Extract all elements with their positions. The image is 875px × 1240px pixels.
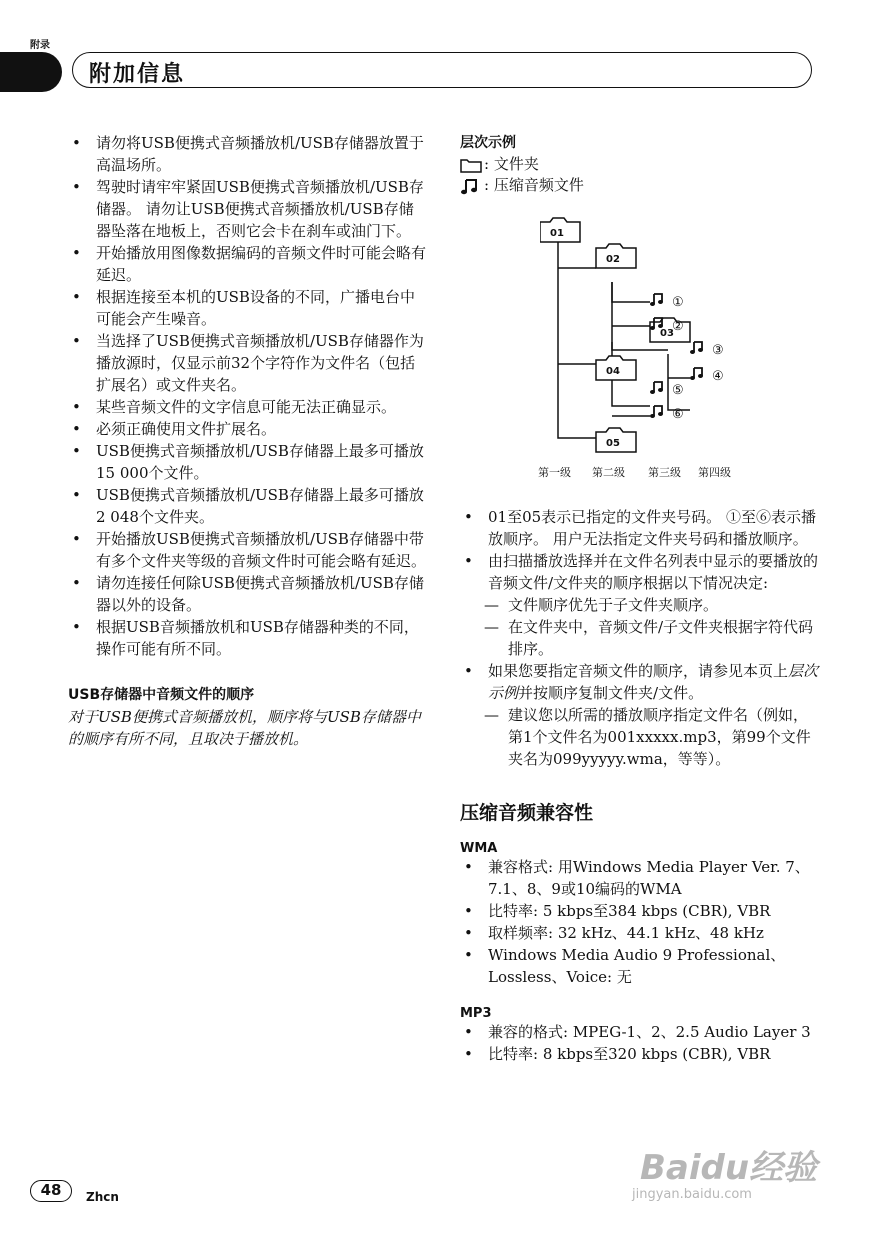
wma-list <box>460 856 820 988</box>
wma-heading: WMA <box>460 841 498 856</box>
music-note-icon <box>650 294 703 418</box>
language-code: Zhcn <box>86 1190 119 1204</box>
file-order-mark: ① <box>672 295 684 310</box>
right-bullet-list <box>460 506 820 594</box>
list-item: • 必须正确使用文件扩展名。 <box>68 418 428 440</box>
folder-tree-diagram <box>540 206 820 456</box>
list-item: • 兼容的格式: MPEG-1、2、2.5 Audio Layer 3 <box>460 1021 820 1043</box>
file-order-mark: ⑥ <box>672 407 684 422</box>
list-item: • 驾驶时请牢牢紧固USB便携式音频播放机/USB存储器。 请勿让USB便携式音频播放机/USB存储器坠落在地板上，否则它会卡在刹车或油门下。 <box>68 176 428 242</box>
level-label: 第三级 <box>648 466 681 479</box>
file-order-mark: ⑤ <box>672 383 684 398</box>
legend-file <box>460 175 820 196</box>
section-black-tab <box>0 52 62 92</box>
file-order-mark: ④ <box>712 369 724 384</box>
mp3-heading: MP3 <box>460 1006 492 1021</box>
legend-file-label: : 压缩音频文件 <box>484 176 584 194</box>
bullet-text: 如果您要指定音频文件的顺序，请参见本页上 <box>488 662 789 680</box>
level-label: 第四级 <box>698 466 731 479</box>
list-item: • 01至05表示已指定的文件夹号码。 ①至⑥表示播放顺序。 用户无法指定文件夹号码和播放顺序。 <box>460 506 820 550</box>
page-title-bar <box>72 52 812 88</box>
list-item: • 比特率: 5 kbps至384 kbps (CBR), VBR <box>460 900 820 922</box>
usb-order-body: 对于USB便携式音频播放机，顺序将与USB存储器中的顺序有所不同，且取决于播放机。 <box>68 708 421 748</box>
legend-folder-label: : 文件夹 <box>484 155 539 173</box>
file-order-mark: ② <box>672 319 684 334</box>
page-title: 附加信息 <box>89 62 186 87</box>
list-item <box>460 660 820 704</box>
dash-item: — 建议您以所需的播放顺序指定文件名（例如，第1个文件名为001xxxxx.mp3，第99个文件夹名为099yyyyy.wma，等等）。 <box>460 704 820 770</box>
legend-folder <box>460 154 820 175</box>
folder-tree-svg <box>540 206 820 456</box>
section-tag: 附录 <box>30 40 50 51</box>
watermark-logo: Baidu经验 <box>640 1148 818 1188</box>
usb-order-heading: USB存储器中音频文件的顺序 <box>68 687 255 703</box>
level-label: 第一级 <box>538 466 571 479</box>
list-item: • 请勿连接任何除USB便携式音频播放机/USB存储器以外的设备。 <box>68 572 428 616</box>
dash-item: — 在文件夹中，音频文件/子文件夹根据字符代码排序。 <box>460 616 820 660</box>
folder-label: 01 <box>550 228 564 239</box>
folder-label: 04 <box>606 366 620 377</box>
left-bullet-list <box>68 132 428 660</box>
mp3-list <box>460 1021 820 1065</box>
list-item: • USB便携式音频播放机/USB存储器上最多可播放15 000个文件。 <box>68 440 428 484</box>
left-column <box>68 132 428 750</box>
folder-label: 05 <box>606 438 620 449</box>
level-label: 第二级 <box>592 466 625 479</box>
list-item: • USB便携式音频播放机/USB存储器上最多可播放2 048个文件夹。 <box>68 484 428 528</box>
level-labels <box>538 464 820 480</box>
music-note-icon <box>460 177 482 195</box>
list-item: • 根据USB音频播放机和USB存储器种类的不同，操作可能有所不同。 <box>68 616 428 660</box>
list-item: • 比特率: 8 kbps至320 kbps (CBR), VBR <box>460 1043 820 1065</box>
bullet-italic-ref: 层次示例 <box>488 662 819 702</box>
list-item: • 请勿将USB便携式音频播放机/USB存储器放置于高温场所。 <box>68 132 428 176</box>
folder-label: 02 <box>606 254 620 265</box>
watermark-url: jingyan.baidu.com <box>632 1187 752 1202</box>
file-order-mark: ③ <box>712 343 724 358</box>
page-number: 48 <box>30 1180 72 1202</box>
list-item: • 兼容格式: 用Windows Media Player Ver. 7、7.1、8、9或10编码的WMA <box>460 856 820 900</box>
list-item: • 开始播放用图像数据编码的音频文件时可能会略有延迟。 <box>68 242 428 286</box>
dash-item: — 文件顺序优先于子文件夹顺序。 <box>460 594 820 616</box>
list-item: • 某些音频文件的文字信息可能无法正确显示。 <box>68 396 428 418</box>
hierarchy-heading: 层次示例 <box>460 135 516 151</box>
list-item: • 当选择了USB便携式音频播放机/USB存储器作为播放源时，仅显示前32个字符作为文件名（包括扩展名）或文件夹名。 <box>68 330 428 396</box>
folder-label: 03 <box>660 328 674 339</box>
compat-heading: 压缩音频兼容性 <box>460 802 594 824</box>
list-item: • 由扫描播放选择并在文件名列表中显示的要播放的音频文件/文件夹的顺序根据以下情况决定: <box>460 550 820 594</box>
bullet-text: 并按顺序复制文件夹/文件。 <box>518 684 704 702</box>
list-item: • 取样频率: 32 kHz、44.1 kHz、48 kHz <box>460 922 820 944</box>
list-item: • 根据连接至本机的USB设备的不同，广播电台中可能会产生噪音。 <box>68 286 428 330</box>
right-bullet-list-2 <box>460 660 820 704</box>
watermark <box>632 1140 818 1202</box>
list-item: • Windows Media Audio 9 Professional、Lossless、Voice: 无 <box>460 944 820 988</box>
list-item: • 开始播放USB便携式音频播放机/USB存储器中带有多个文件夹等级的音频文件时可能会略有延迟。 <box>68 528 428 572</box>
right-column <box>460 132 820 1065</box>
folder-icon <box>460 157 482 173</box>
